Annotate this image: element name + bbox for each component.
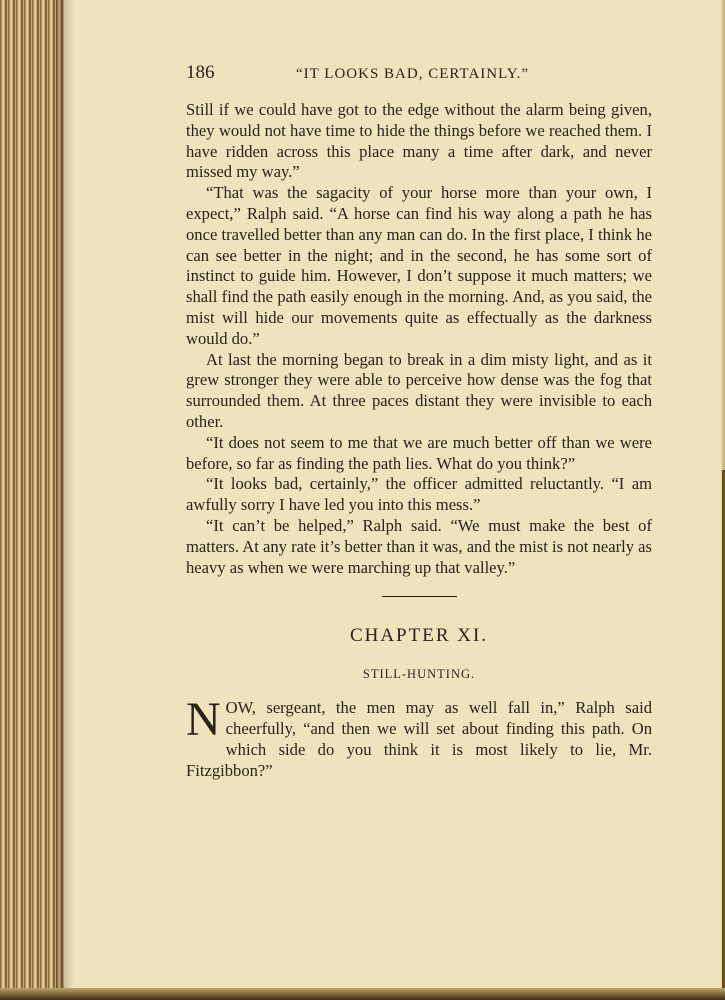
page-number: 186	[186, 62, 215, 83]
chapter-subtitle: STILL-HUNTING.	[362, 667, 476, 682]
gutter-shadow	[56, 0, 74, 1000]
paragraph-4: “It does not seem to me that we are much better off than we were before, so far as finding the path lies. What do you think?”	[186, 432, 652, 473]
paragraph-6: “It can’t be helped,” Ralph said. “We must make the best of matters. At any rate it’s better than it was, and the mist is not nearly as heavy as when we were marching up that valley.”	[186, 515, 652, 577]
running-head	[186, 62, 652, 84]
paragraph-1: Still if we could have got to the edge without the alarm being given, they would not have time to hide the things before we reached them. I have ridden across this place many a time after dark, and never missed my way.”	[186, 100, 652, 182]
page-content	[186, 62, 652, 782]
running-title: “IT LOOKS BAD, CERTAINLY.”	[296, 66, 530, 82]
chapter-title: CHAPTER XI.	[349, 625, 489, 647]
page-bottom-edge	[0, 988, 725, 1000]
book-spine-edge	[0, 0, 64, 1000]
chapter-opening-paragraph	[186, 693, 652, 781]
paragraph-2: “That was the sagacity of your horse more than your own, I expect,” Ralph said. “A horse can find his way along a path he has once travelled better than any man can do. In the first place, I think he can see better in the night; and in the second, he has some sort of instinct to guide him. However, I don’t suppose it much matters; we shall find the path easily enough in the morning. And, as you said, the mist will hide our movements quite as effectually as the darkness would do.”	[186, 183, 652, 348]
paragraph-3: At last the morning began to break in a dim misty light, and as it grew stronger they were able to perceive how dense was the fog that surrounded them. At three paces distant they were invisible to each other.	[186, 349, 652, 431]
paragraph-5: “It looks bad, certainly,” the officer admitted reluctantly. “I am awfully sorry I have led you into this mess.”	[186, 474, 652, 515]
drop-cap: N	[186, 693, 221, 747]
section-divider	[382, 596, 457, 597]
chapter-opening-text: OW, sergeant, the men may as well fall in,” Ralph said cheerfully, “and then we will set about finding this path. On which side do you think it is most likely to lie, Mr. Fitzgibbon?”	[186, 698, 652, 780]
